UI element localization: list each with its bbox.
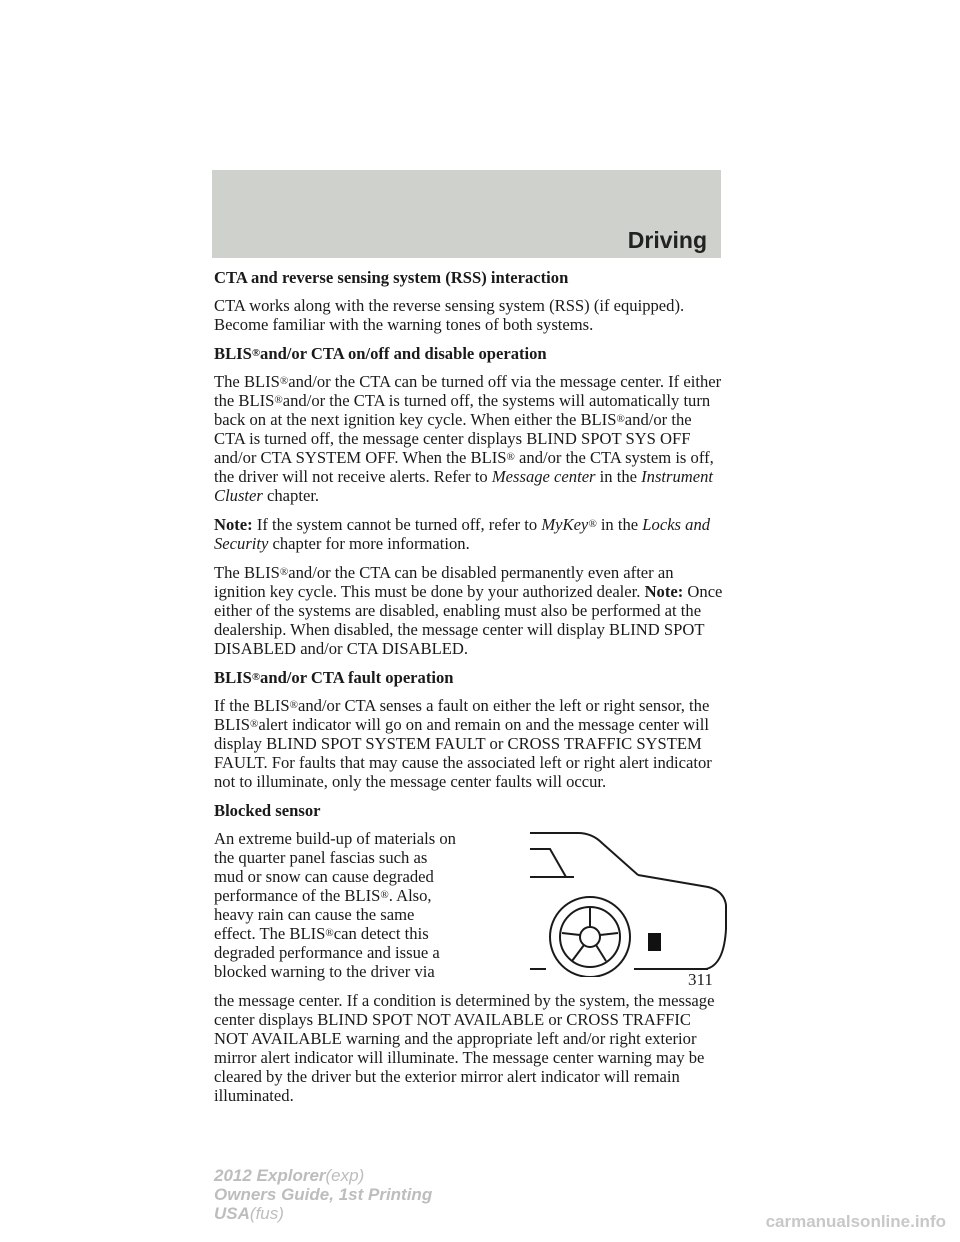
- xref-message-center: Message center: [491, 467, 596, 486]
- footer-line-region: USA(fus): [214, 1204, 284, 1223]
- section-title: Driving: [627, 227, 707, 253]
- heading-onoff: BLIS®and/or CTA on/off and disable operation: [214, 344, 547, 363]
- footer-line-guide: Owners Guide, 1st Printing: [214, 1185, 433, 1204]
- heading-rss-interaction: CTA and reverse sensing system (RSS) interaction: [214, 268, 569, 287]
- xref-locks-security: Locks and Security: [214, 515, 711, 553]
- vehicle-rear-sensor-illustration: [528, 829, 728, 977]
- watermark: carmanualsonline.info: [765, 1212, 946, 1231]
- paragraph-rss: CTA works along with the reverse sensing system (RSS) (if equipped). Become familiar with the warning tones of both systems.: [214, 296, 685, 334]
- paragraph-fault: If the BLIS®and/or CTA senses a fault on either the left or right sensor, the BLIS®alert indicator will go on and remain on and the message center will display BLIND SPOT SYSTEM FAULT or CROSS TRAFFIC SYSTEM FAULT. For faults that may cause the associated left or right alert indicator not to illuminate, only the message center faults will occur.: [214, 696, 712, 791]
- paragraph-blocked-part1: An extreme build-up of materials on the quarter panel fascias such as mud or snow can cause degraded performance of the BLIS®. Also, heavy rain can cause the same effect. The BLIS®can detect this degraded performance and issue a blocked warning to the driver via: [214, 829, 456, 981]
- document-footer: [214, 1166, 432, 1223]
- heading-blocked-sensor: Blocked sensor: [214, 801, 321, 820]
- page-content: [214, 268, 726, 1115]
- sensor-marker: [648, 933, 661, 951]
- page-number: 311: [688, 970, 713, 989]
- paragraph-disable: The BLIS®and/or the CTA can be disabled permanently even after an ignition key cycle. This must be done by your authorized dealer. Note: Once either of the systems are disabled, enabling must also be performed at the dealership. When disabled, the message center will display BLIND SPOT DISABLED and/or CTA DISABLED.: [214, 563, 723, 658]
- heading-fault: BLIS®and/or CTA fault operation: [214, 668, 454, 687]
- paragraph-onoff: The BLIS®and/or the CTA can be turned off via the message center. If either the BLIS®and/or the CTA is turned off, the systems will automatically turn back on at the next ignition key cycle. When either the BLIS®and/or the CTA is turned off, the message center displays BLIND SPOT SYS OFF and/or CTA SYSTEM OFF. When the BLIS® and/or the CTA system is off, the driver will not receive alerts. Refer to Message center in the Instrument Cluster chapter.: [214, 372, 722, 505]
- xref-mykey: MyKey®: [541, 515, 597, 534]
- paragraph-blocked-part2: the message center. If a condition is determined by the system, the message center displays BLIND SPOT NOT AVAILABLE or CROSS TRAFFIC NOT AVAILABLE warning and the appropriate left and/or right exterior mirror alert indicator will illuminate. The message center warning may be cleared by the driver but the exterior mirror alert indicator will remain illuminated.: [214, 991, 715, 1105]
- footer-line-model: 2012 Explorer(exp): [214, 1166, 365, 1185]
- section-header-band: [212, 170, 721, 258]
- note-turn-off: Note: If the system cannot be turned off, refer to MyKey® in the Locks and Security chapter for more information.: [214, 515, 711, 553]
- blocked-sensor-block: [214, 829, 726, 981]
- xref-instrument-cluster: Instrument Cluster: [214, 467, 714, 505]
